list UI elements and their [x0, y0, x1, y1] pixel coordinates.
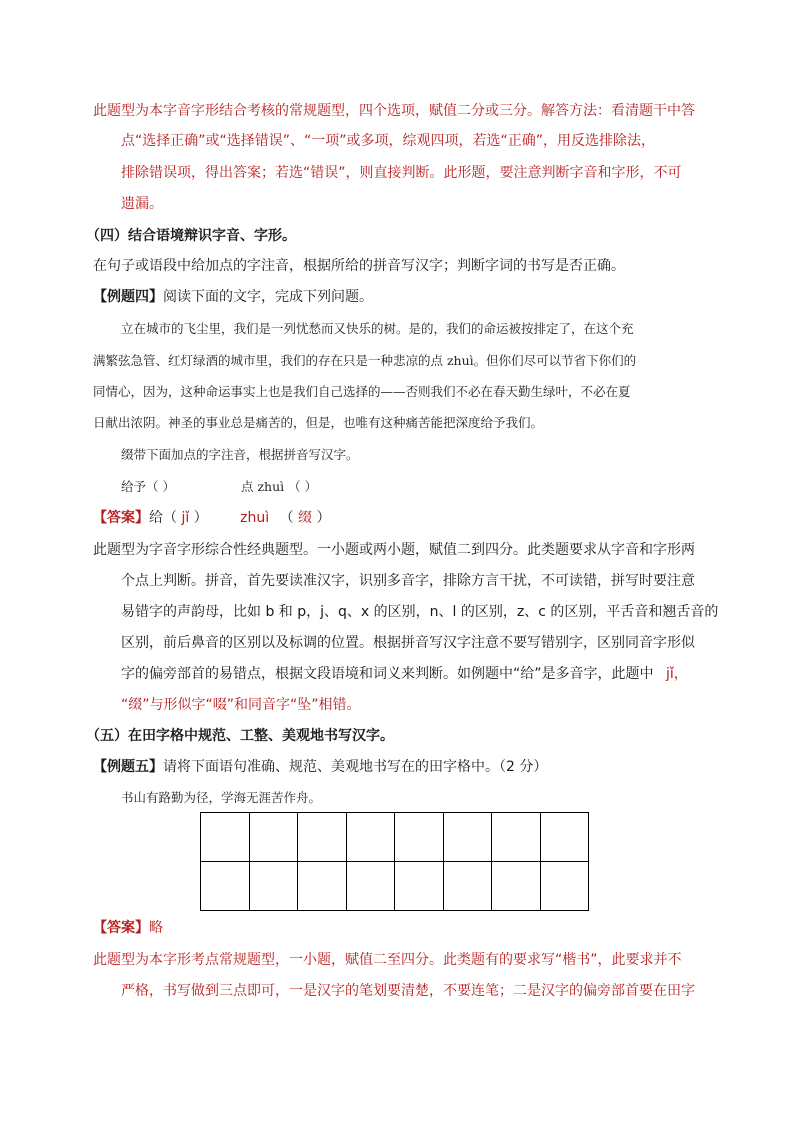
paragraph-text: 字的偏旁部首的易错点，根据文段语境和词义来判断。如例题中“给”是多音字，此题中 — [121, 666, 654, 682]
answer-part: ） — [316, 510, 331, 526]
grid-cell[interactable] — [540, 813, 589, 862]
grid-cell[interactable] — [395, 862, 444, 911]
example-sentence: 书山有路勤为径，学海无涯苦作舟。 — [121, 790, 322, 805]
grid-cell[interactable] — [443, 862, 492, 911]
section-heading: （四）结合语境辩识字音、字形。 — [86, 228, 296, 244]
answer-char: 缀 — [298, 510, 313, 526]
paragraph-line: 区别，前后鼻音的区别以及标调的位置。根据拼音写汉字注意不要写错别字，区别同音字形似 — [121, 635, 695, 651]
paragraph-line: “缀”与形似字“啜”和同音字“坠”相错。 — [121, 697, 361, 713]
grid-cell[interactable] — [540, 862, 589, 911]
grid-cell[interactable] — [492, 813, 541, 862]
example-tag: 【例题五】 — [93, 759, 163, 775]
paragraph-line: 易错字的声韵母，比如 b 和 p，j、q、x 的区别，n、l 的区别，z、c 的区别，平舌音和翘舌音的 — [121, 604, 719, 620]
passage-line: 同情心，因为，这种命运事实上也是我们自己选择的——否则我们不必在春天勤生绿叶，不必在夏 — [93, 384, 631, 399]
paragraph-line: 排除错误项，得出答案；若选“错误”，则直接判断。此形题，要注意判断字音和字形，不可 — [121, 165, 682, 181]
answer-pinyin: jǐ — [181, 510, 190, 526]
grid-cell[interactable] — [346, 862, 395, 911]
answer-pinyin: zhuì — [240, 510, 270, 526]
paragraph-line: 此题型为本字音字形结合考核的常规题型，四个选项，赋值二分或三分。解答方法：看清题干中答 — [93, 103, 695, 119]
answer-pinyin: jǐ， — [665, 666, 688, 682]
grid-cell[interactable] — [298, 813, 347, 862]
grid-cell[interactable] — [346, 813, 395, 862]
grid-cell[interactable] — [443, 813, 492, 862]
grid-cell[interactable] — [249, 862, 298, 911]
answer-line — [93, 508, 330, 528]
paragraph-line: 此题型为本字形考点常规题型，一小题，赋值二至四分。此类题有的要求写“楷书”，此要求并不 — [93, 952, 682, 968]
passage-line: 日献出浓阴。神圣的事业总是痛苦的，但是，也唯有这种痛苦能把深度给予我们。 — [93, 415, 544, 430]
example-text: 请将下面语句准确、规范、美观地书写在的田字格中。（2 分） — [163, 759, 548, 775]
passage-line: 立在城市的飞尘里，我们是一列忧愁而又快乐的树。是的，我们的命运被按排定了，在这个充 — [121, 321, 634, 336]
example-heading — [93, 287, 373, 307]
blank-b: 点 zhuì （ ） — [241, 479, 318, 494]
paragraph-line: 此题型为字音字形综合性经典题型。一小题或两小题，赋值二到四分。此类题要求从字音和字形两 — [93, 542, 695, 558]
grid-row — [201, 862, 589, 911]
example-heading — [93, 757, 547, 777]
paragraph-line: 点“选择正确”或“选择错误”、“一项”或多项，综观四项，若选“正确”，用反选排除法， — [121, 133, 656, 149]
section-heading: （五）在田字格中规范、工整、美观地书写汉字。 — [86, 728, 394, 744]
grid-cell[interactable] — [395, 813, 444, 862]
grid-cell[interactable] — [201, 862, 250, 911]
grid-cell[interactable] — [201, 813, 250, 862]
grid-row — [201, 813, 589, 862]
blank-a: 给予（ ） — [121, 479, 175, 494]
answer-part: （ — [279, 510, 294, 526]
answer-tag: 【答案】 — [93, 510, 149, 526]
tianzi-grid — [200, 812, 589, 911]
example-tag: 【例题四】 — [93, 289, 163, 305]
section-description: 在句子或语段中给加点的字注音，根据所给的拼音写汉字；判断字词的书写是否正确。 — [93, 258, 625, 274]
answer-part: ） — [193, 510, 208, 526]
paragraph-line: 遗漏。 — [121, 196, 163, 212]
grid-cell[interactable] — [492, 862, 541, 911]
passage-line: 满繁弦急管、红灯绿酒的城市里，我们的存在只是一种悲凉的点 zhuì。但你们尽可以节省下你们的 — [93, 353, 637, 368]
grid-cell[interactable] — [298, 862, 347, 911]
paragraph-line: 个点上判断。拼音，首先要读准汉字，识别多音字，排除方言干扰，不可读错，拼写时要注意 — [121, 573, 695, 589]
example-text: 阅读下面的文字，完成下列问题。 — [163, 289, 373, 305]
paragraph-line — [121, 664, 688, 684]
answer-text: 略 — [149, 920, 163, 936]
paragraph-line: 严格，书写做到三点即可，一是汉字的笔划要清楚，不要连笔；二是汉字的偏旁部首要在田字 — [121, 983, 695, 999]
instruction: 缀带下面加点的字注音，根据拼音写汉字。 — [121, 447, 359, 462]
grid-cell[interactable] — [249, 813, 298, 862]
answer-line — [93, 918, 163, 938]
answer-part: 给（ — [149, 510, 177, 526]
answer-tag: 【答案】 — [93, 920, 149, 936]
